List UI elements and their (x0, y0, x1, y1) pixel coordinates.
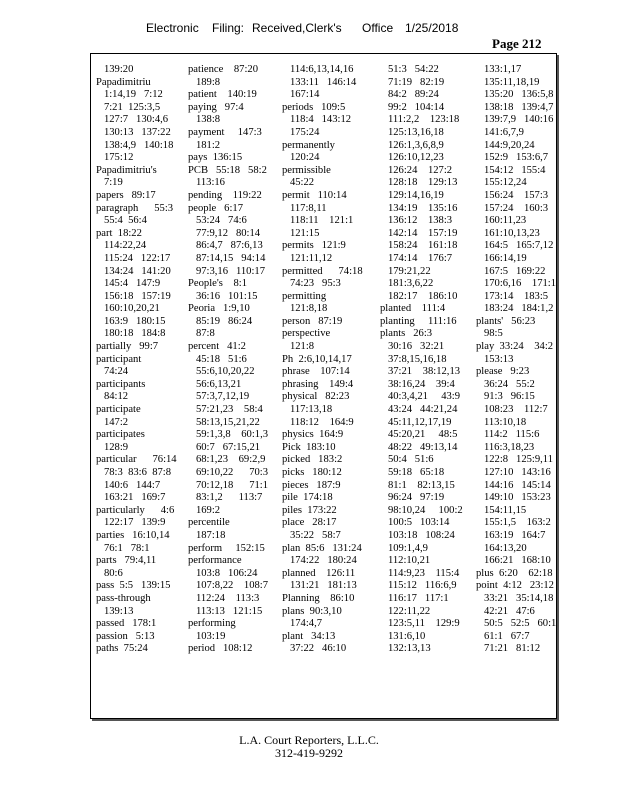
index-line: 45:18 51:6 (188, 353, 247, 365)
index-line: 68:1,23 69:2,9 (188, 454, 266, 466)
index-line: play 33:24 34:2 (476, 341, 554, 353)
index-line: 136:12 138:3 (380, 215, 453, 227)
index-column-4 (380, 64, 463, 656)
index-line: 175:24 (282, 126, 320, 138)
index-line: 127:7 130:4,6 (96, 114, 169, 126)
index-line: 145:4 147:9 (96, 278, 161, 290)
index-line: 42:21 47:6 (476, 605, 535, 617)
index-line: 97:3,16 110:17 (188, 265, 266, 277)
index-line: phrase 107:14 (282, 366, 350, 378)
index-line: pieces 187:9 (282, 479, 341, 491)
index-line: particular 76:14 (96, 454, 177, 466)
index-line: 128:18 129:13 (380, 177, 458, 189)
index-line: 36:16 101:15 (188, 290, 258, 302)
index-frame (90, 53, 557, 719)
index-line: 133:1,17 (476, 64, 522, 75)
index-line: part 18:22 (96, 227, 142, 239)
index-column-5 (476, 64, 556, 656)
index-line: 112:24 113:3 (188, 592, 260, 604)
index-line: Ph 2:6,10,14,17 (282, 353, 352, 365)
index-line: phrasing 149:4 (282, 378, 354, 390)
index-line: 57:3,7,12,19 (188, 391, 250, 403)
index-line: 87:14,15 94:14 (188, 252, 266, 264)
index-line: 121:8,18 (282, 303, 328, 315)
index-line: 181:2 (188, 139, 221, 151)
index-line: 103:8 106:24 (188, 567, 258, 579)
index-line: 109:1,4,9 (380, 542, 428, 554)
index-line: plans 90:3,10 (282, 605, 342, 617)
index-line: 58:13,15,21,22 (188, 416, 260, 428)
index-line: 182:17 186:10 (380, 290, 458, 302)
index-line: 60:7 67:15,21 (188, 441, 261, 453)
index-line: 100:5 103:14 (380, 517, 450, 529)
page-number: Page 212 (492, 36, 542, 51)
index-line: 61:1 67:7 (476, 630, 530, 642)
index-line: 118:11 121:1 (282, 215, 354, 227)
index-line: 121:11,12 (282, 252, 333, 264)
index-line: Planning 86:10 (282, 592, 355, 604)
index-line: 76:1 78:1 (96, 542, 150, 554)
index-line: 74:24 (96, 366, 129, 378)
index-line: 114:9,23 115:4 (380, 567, 460, 579)
index-line: people 6:17 (188, 202, 244, 214)
index-line: participants (96, 378, 146, 390)
index-line: 57:21,23 58:4 (188, 404, 263, 416)
index-line: 174:22 180:24 (282, 555, 357, 567)
index-line: 179:21,22 (380, 265, 431, 277)
index-line: 115:24 122:17 (96, 252, 171, 264)
index-line: 128:9 (96, 441, 129, 453)
index-line: pass-through (96, 592, 151, 604)
index-line: 152:9 153:6,7 (476, 152, 549, 164)
index-line: perspective (282, 328, 331, 340)
index-line: 118:4 143:12 (282, 114, 352, 126)
index-line: permanently (282, 139, 335, 151)
index-line: 112:10,21 (380, 555, 431, 567)
index-line: 118:12 164:9 (282, 416, 354, 428)
index-line: 139:13 (96, 605, 134, 617)
index-line: 126:24 127:2 (380, 164, 453, 176)
index-line: 122:11,22 (380, 605, 431, 617)
index-line: permissible (282, 164, 331, 176)
index-line: 142:14 157:19 (380, 227, 458, 239)
index-line: 163:9 180:15 (96, 315, 166, 327)
index-line: 7:21 125:3,5 (96, 101, 161, 113)
index-line: 131:6,10 (380, 630, 426, 642)
index-line: 113:13 121:15 (188, 605, 263, 617)
index-line: paying 97:4 (188, 101, 244, 113)
index-line: 121:8 (282, 341, 315, 353)
index-line: 78:3 83:6 87:8 (96, 467, 172, 478)
filing-date: 1/25/2018 (405, 21, 459, 35)
index-line: 114:22,24 (96, 240, 147, 252)
index-line: 121:15 (282, 227, 320, 239)
index-line: patient 140:19 (188, 89, 257, 101)
index-line: 77:9,12 80:14 (188, 227, 261, 239)
index-line: 69:10,22 70:3 (188, 467, 269, 478)
index-line: 156:18 157:19 (96, 290, 171, 302)
index-line: 59:18 65:18 (380, 467, 445, 478)
index-line: 155:12,24 (476, 177, 527, 189)
index-line: 85:19 86:24 (188, 315, 253, 327)
index-line: Papadimitriu's (96, 164, 157, 176)
index-line: plants' 56:23 (476, 315, 536, 327)
index-line: 174:4,7 (282, 618, 323, 630)
index-line: 141:6,7,9 (476, 126, 524, 138)
index-line: 164:5 165:7,12 (476, 240, 554, 252)
index-line: permitting (282, 290, 327, 302)
index-line: 45:20,21 48:5 (380, 429, 458, 441)
index-line: 114:2 115:6 (476, 429, 540, 441)
index-line: physical 82:23 (282, 391, 350, 403)
index-line: permits 121:9 (282, 240, 346, 252)
index-line: 164:13,20 (476, 542, 527, 554)
index-line: 132:13,13 (380, 643, 431, 655)
index-line: 115:12 116:6,9 (380, 580, 457, 592)
index-line: papers 89:17 (96, 189, 156, 201)
filing-word-electronic: Electronic (146, 21, 199, 35)
index-line: 55:6,10,20,22 (188, 366, 255, 378)
index-line: 167:14 (282, 89, 320, 101)
index-line: participant (96, 353, 142, 365)
index-line: physics 164:9 (282, 429, 344, 441)
footer-phone: 312-419-9292 (275, 746, 343, 760)
index-line: 45:22 (282, 177, 315, 189)
footer-company: L.A. Court Reporters, L.L.C. (239, 733, 379, 747)
index-line: period 108:12 (188, 643, 253, 655)
index-line: 71:21 81:12 (476, 643, 541, 655)
index-line: 122:8 125:9,11 (476, 454, 554, 466)
index-line: patience 87:20 (188, 64, 259, 75)
index-line: planted 111:4 (380, 303, 446, 315)
index-line: 40:3,4,21 43:9 (380, 391, 461, 403)
index-line: 38:16,24 39:4 (380, 378, 455, 390)
index-line: 108:23 112:7 (476, 404, 548, 416)
index-line: person 87:19 (282, 315, 343, 327)
index-line: 131:21 181:13 (282, 580, 357, 592)
index-line: parts 79:4,11 (96, 555, 157, 567)
index-line: 37:22 46:10 (282, 643, 347, 655)
index-line: plants 26:3 (380, 328, 433, 340)
index-line: pending 119:22 (188, 189, 262, 201)
index-line: 51:3 54:22 (380, 64, 439, 75)
index-line: 50:4 51:6 (380, 454, 434, 466)
index-line: 155:1,5 163:2 (476, 517, 551, 529)
index-line: 7:19 (96, 177, 123, 189)
index-line: 138:8 (188, 114, 221, 126)
index-line: 144:16 145:14 (476, 479, 551, 491)
index-line: People's 8:1 (188, 278, 247, 290)
index-line: percent 41:2 (188, 341, 246, 353)
index-line: 157:24 160:3 (476, 202, 549, 214)
index-line: 180:18 184:8 (96, 328, 166, 340)
index-line: 139:7,9 140:16 (476, 114, 554, 126)
index-line: picks 180:12 (282, 467, 342, 478)
index-line: 135:20 136:5,8 (476, 89, 554, 101)
index-line: 123:5,11 129:9 (380, 618, 460, 630)
index-line: 163:21 169:7 (96, 492, 166, 504)
index-line: Papadimitriu (96, 76, 151, 88)
index-column-3 (282, 64, 363, 656)
index-line: 175:12 (96, 152, 134, 164)
index-line: 139:20 (96, 64, 134, 75)
index-line: performance (188, 555, 242, 567)
index-line: 133:11 146:14 (282, 76, 357, 88)
index-line: 154:11,15 (476, 504, 527, 516)
index-line: 84:12 (96, 391, 129, 403)
index-line: 122:17 139:9 (96, 517, 166, 529)
index-line: particularly 4:6 (96, 504, 175, 516)
index-line: 149:10 153:23 (476, 492, 551, 504)
index-line: 163:19 164:7 (476, 529, 546, 541)
index-line: 70:12,18 71:1 (188, 479, 269, 491)
index-line: point 4:12 23:12 (476, 580, 554, 592)
index-line: percentile (188, 517, 230, 529)
index-line: 135:11,18,19 (476, 76, 540, 88)
index-line: 120:24 (282, 152, 320, 164)
index-line: 181:3,6,22 (380, 278, 434, 290)
index-line: 160:11,23 (476, 215, 527, 227)
index-line: please 9:23 (476, 366, 530, 378)
index-line: 99:2 104:14 (380, 101, 445, 113)
index-line: 134:24 141:20 (96, 265, 171, 277)
index-line: Pick 183:10 (282, 441, 336, 453)
index-line: 35:22 58:7 (282, 529, 341, 541)
index-line: 56:6,13,21 (188, 378, 242, 390)
index-line: plan 85:6 131:24 (282, 542, 362, 554)
index-column-2 (188, 64, 268, 656)
index-line: 116:3,18,23 (476, 441, 535, 453)
index-line: 43:24 44:21,24 (380, 404, 458, 416)
index-line: 30:16 32:21 (380, 341, 445, 353)
index-line: 37:21 38:12,13 (380, 366, 461, 378)
index-line: paragraph 55:3 (96, 202, 174, 214)
index-line: 173:14 183:5 (476, 290, 549, 302)
index-line: piles 173:22 (282, 504, 337, 516)
index-line: 80:6 (96, 567, 123, 579)
index-line: participates (96, 429, 145, 441)
index-line: 71:19 82:19 (380, 76, 445, 88)
index-line: 125:13,16,18 (380, 126, 444, 138)
index-line: 127:10 143:16 (476, 467, 551, 478)
index-line: plant 34:13 (282, 630, 336, 642)
index-line: pile 174:18 (282, 492, 333, 504)
index-line: pass 5:5 139:15 (96, 580, 171, 592)
index-line: 126:1,3,6,8,9 (380, 139, 444, 151)
index-line: permitted 74:18 (282, 265, 363, 277)
index-line: payment 147:3 (188, 126, 262, 138)
index-line: 87:8 (188, 328, 215, 340)
index-line: paths 75:24 (96, 643, 148, 655)
index-line: passion 5:13 (96, 630, 155, 642)
index-line: 86:4,7 87:6,13 (188, 240, 263, 252)
index-line: 81:1 82:13,15 (380, 479, 455, 491)
index-line: 138:18 139:4,7 (476, 101, 554, 113)
index-line: 50:5 52:5 60:1 (476, 618, 557, 630)
index-line: 45:11,12,17,19 (380, 416, 452, 428)
index-line: 166:21 168:10 (476, 555, 551, 567)
index-line: 91:3 96:15 (476, 391, 535, 403)
index-line: 84:2 89:24 (380, 89, 439, 101)
index-line: 48:22 49:13,14 (380, 441, 458, 453)
index-line: Peoria 1:9,10 (188, 303, 250, 315)
index-line: 98:5 (476, 328, 503, 340)
index-line: 166:14,19 (476, 252, 527, 264)
index-line: 103:18 108:24 (380, 529, 455, 541)
index-line: 170:6,16 171:1 (476, 278, 557, 290)
index-line: 140:6 144:7 (96, 479, 161, 491)
index-column-1 (96, 64, 177, 656)
index-line: picked 183:2 (282, 454, 343, 466)
index-line: plus 6:20 62:18 (476, 567, 553, 579)
index-line: passed 178:1 (96, 618, 157, 630)
index-line: 74:23 95:3 (282, 278, 341, 290)
index-line: place 28:17 (282, 517, 337, 529)
index-line: 116:17 117:1 (380, 592, 449, 604)
index-line: 117:8,11 (282, 202, 327, 214)
index-line: periods 109:5 (282, 101, 346, 113)
index-line: perform 152:15 (188, 542, 265, 554)
index-line: planting 111:16 (380, 315, 457, 327)
index-line: 161:10,13,23 (476, 227, 540, 239)
index-line: 36:24 55:2 (476, 378, 535, 390)
index-line: 156:24 157:3 (476, 189, 549, 201)
index-line: pays 136:15 (188, 152, 243, 164)
index-line: 126:10,12,23 (380, 152, 444, 164)
index-line: 167:5 169:22 (476, 265, 546, 277)
filing-word-filing: Filing: (212, 21, 245, 35)
index-line: 174:14 176:7 (380, 252, 453, 264)
index-line: 183:24 184:1,2 (476, 303, 554, 315)
index-line: planned 126:11 (282, 567, 356, 579)
index-line: permit 110:14 (282, 189, 347, 201)
index-line: 187:18 (188, 529, 226, 541)
filing-word-received: Received,Clerk's (252, 21, 342, 35)
index-line: 117:13,18 (282, 404, 333, 416)
index-line: 138:4,9 140:18 (96, 139, 174, 151)
index-line: 103:19 (188, 630, 226, 642)
index-line: 113:10,18 (476, 416, 527, 428)
index-line: 169:2 (188, 504, 221, 516)
index-line: 129:14,16,19 (380, 189, 444, 201)
index-line: 114:6,13,14,16 (282, 64, 354, 75)
index-line: 153:13 (476, 353, 514, 365)
index-line: 53:24 74:6 (188, 215, 247, 227)
index-line: 158:24 161:18 (380, 240, 458, 252)
index-line: performing (188, 618, 236, 630)
index-line: PCB 55:18 58:2 (188, 164, 267, 176)
index-line: 160:10,20,21 (96, 303, 160, 315)
index-line: 154:12 155:4 (476, 164, 546, 176)
index-line: 134:19 135:16 (380, 202, 458, 214)
index-line: 98:10,24 100:2 (380, 504, 463, 516)
index-line: 55:4 56:4 (96, 215, 147, 227)
index-line: 144:9,20,24 (476, 139, 535, 151)
index-line: participate (96, 404, 141, 416)
index-line: partially 99:7 (96, 341, 159, 353)
index-line: parties 16:10,14 (96, 529, 170, 541)
index-line: 111:2,2 123:18 (380, 114, 460, 126)
index-line: 37:8,15,16,18 (380, 353, 447, 365)
index-line: 59:1,3,8 60:1,3 (188, 429, 269, 441)
index-line: 147:2 (96, 416, 129, 428)
index-line: 33:21 35:14,18 (476, 592, 554, 604)
index-line: 107:8,22 108:7 (188, 580, 269, 592)
index-line: 1:14,19 7:12 (96, 89, 163, 101)
index-line: 189:8 (188, 76, 221, 88)
index-line: 96:24 97:19 (380, 492, 445, 504)
index-line: 113:16 (188, 177, 225, 189)
index-line: 130:13 137:22 (96, 126, 171, 138)
filing-word-office: Office (362, 21, 394, 35)
index-line: 83:1,2 113:7 (188, 492, 263, 504)
